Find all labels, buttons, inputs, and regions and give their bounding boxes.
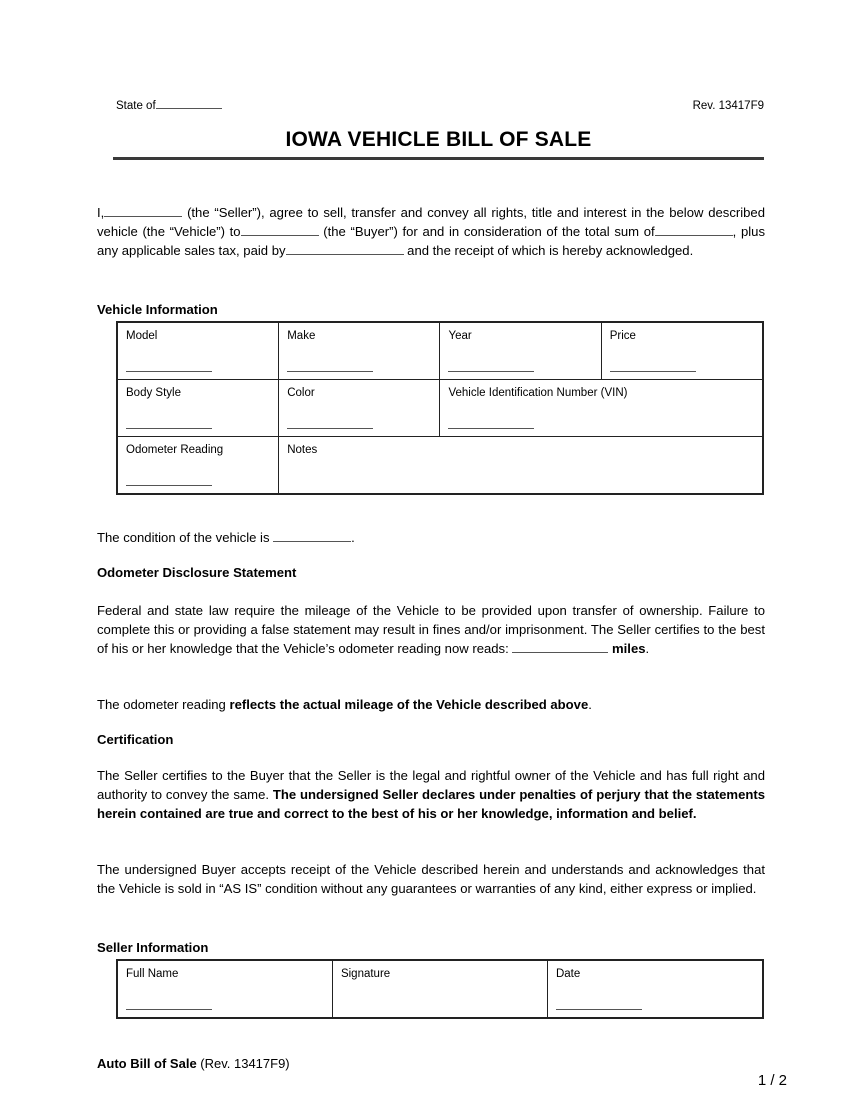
intro-paragraph	[97, 203, 765, 261]
cell-label: Notes	[287, 444, 318, 456]
cell-blank-line[interactable]	[126, 1008, 212, 1010]
cell-price[interactable]	[601, 322, 763, 380]
cell-blank-line[interactable]	[448, 427, 534, 429]
table-row	[117, 322, 763, 380]
seller-information-table	[116, 959, 764, 1019]
vehicle-condition-line	[97, 528, 765, 547]
certification-text-b: The undersigned Seller declares under penalties of perjury that the statements herein contained are true and correct to the best of his or her knowledge, information and belief.	[97, 787, 765, 822]
revision-code: Rev. 13417F9	[692, 100, 764, 112]
odometer-text: Federal and state law require the mileage of the Vehicle to be provided upon transfer of ownership. Failure to complete this or providing a false statement may result in fines and/or imprisonment. The Seller certifies to the best of his or her knowledge that the Vehicle’s odometer reading now reads:	[97, 603, 765, 657]
cell-label: Vehicle Identification Number (VIN)	[448, 387, 628, 399]
cell-label: Body Style	[126, 387, 181, 399]
table-row	[117, 380, 763, 437]
footer-document-name	[97, 1056, 290, 1071]
cell-body-style[interactable]	[117, 380, 279, 437]
cell-date[interactable]	[547, 960, 763, 1018]
cell-label: Signature	[340, 968, 391, 980]
cell-blank-line[interactable]	[556, 1008, 642, 1010]
cell-vin[interactable]	[440, 380, 763, 437]
intro-text-e: and the receipt of which is hereby acknowledged.	[407, 243, 694, 259]
odometer-reflects-paragraph	[97, 695, 765, 714]
seller-name-blank[interactable]	[104, 216, 182, 217]
buyer-name-blank[interactable]	[241, 235, 319, 236]
odometer-miles-label: miles	[612, 641, 646, 657]
cell-blank-line[interactable]	[287, 427, 373, 429]
odometer-miles-blank[interactable]	[512, 652, 608, 653]
condition-text: The condition of the vehicle is	[97, 530, 270, 545]
page-title: IOWA VEHICLE BILL OF SALE	[285, 128, 592, 151]
state-of-label: State of	[116, 100, 156, 112]
state-of-field	[116, 100, 222, 112]
cell-label: Date	[555, 968, 581, 980]
cell-label: Odometer Reading	[126, 444, 224, 456]
buyer-acceptance-paragraph: The undersigned Buyer accepts receipt of the Vehicle described herein and understands and acknowledges that the Vehicle is sold in “AS IS” condition without any guarantees or warranties of any kind, either express or implied.	[97, 862, 765, 897]
cell-odometer-reading[interactable]	[117, 437, 279, 495]
cell-label: Full Name	[126, 968, 179, 980]
reflects-text-a: The odometer reading	[97, 697, 230, 712]
table-row	[117, 960, 763, 1018]
cell-blank-line[interactable]	[287, 370, 373, 372]
intro-text-b: (the “Seller”), agree to sell, transfer and convey all rights, title and interest in the below described vehicle (the “Vehicle”) to	[97, 205, 765, 240]
intro-text-a: I,	[97, 205, 105, 220]
cell-label: Color	[287, 387, 315, 399]
cell-blank-line[interactable]	[448, 370, 534, 372]
cell-label: Make	[287, 330, 316, 342]
cell-label: Year	[448, 330, 472, 342]
cell-blank-line[interactable]	[126, 484, 212, 486]
cell-label: Model	[126, 330, 158, 342]
cell-blank-line[interactable]	[610, 370, 696, 372]
cell-notes[interactable]	[279, 437, 763, 495]
intro-text-c: (the “Buyer”) for and in consideration of the total sum of	[323, 224, 655, 240]
document-header	[116, 100, 764, 112]
intro-text-d: , plus any applicable sales tax, paid by	[97, 224, 765, 259]
seller-information-heading: Seller Information	[97, 940, 209, 955]
odometer-disclosure-paragraph	[97, 601, 765, 659]
title-divider	[113, 157, 764, 160]
cell-signature[interactable]	[332, 960, 547, 1018]
cell-blank-line[interactable]	[126, 370, 212, 372]
certification-heading: Certification	[97, 732, 174, 747]
cell-blank-line[interactable]	[126, 427, 212, 429]
cell-color[interactable]	[279, 380, 440, 437]
paid-by-blank[interactable]	[286, 254, 404, 255]
odometer-period: .	[645, 641, 650, 657]
certification-paragraph	[97, 766, 765, 824]
footer-revision: (Rev. 13417F9)	[196, 1056, 290, 1071]
condition-period: .	[351, 530, 355, 545]
cell-full-name[interactable]	[117, 960, 332, 1018]
state-blank-line[interactable]	[156, 108, 222, 109]
vehicle-information-table	[116, 321, 764, 495]
cell-year[interactable]	[440, 322, 601, 380]
vehicle-information-heading: Vehicle Information	[97, 302, 218, 317]
page-number: 1 / 2	[757, 1072, 787, 1089]
cell-label: Price	[609, 330, 636, 342]
table-row	[117, 437, 763, 495]
total-sum-blank[interactable]	[655, 235, 733, 236]
cell-make[interactable]	[279, 322, 440, 380]
certification-text-a: The Seller certifies to the Buyer that the Seller is the legal and rightful owner of the Vehicle and has full right and authority to convey the same.	[97, 768, 765, 803]
odometer-disclosure-heading: Odometer Disclosure Statement	[97, 565, 297, 580]
footer-title: Auto Bill of Sale	[97, 1056, 197, 1071]
condition-blank[interactable]	[273, 541, 351, 542]
reflects-text-b: reflects the actual mileage of the Vehicle described above	[229, 697, 589, 712]
cell-model[interactable]	[117, 322, 279, 380]
reflects-text-c: .	[588, 697, 592, 712]
